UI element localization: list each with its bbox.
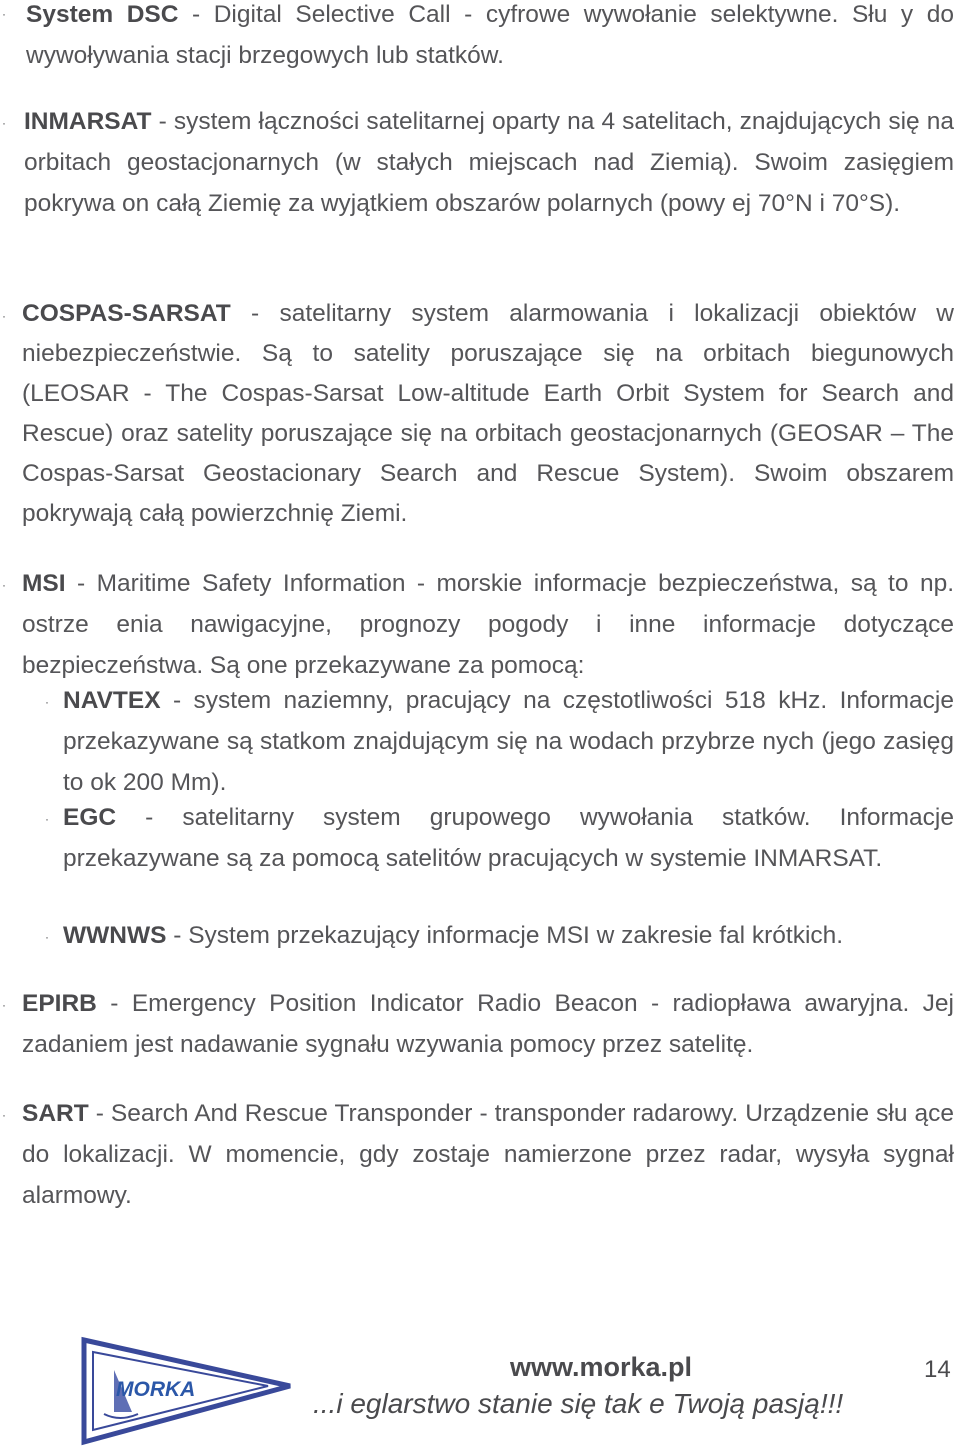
bullet-icon: · [45,930,49,944]
term-egc: EGC [63,804,117,831]
desc-dsc: - Digital Selective Call - cyfrowe wywołanie selektywne. Słu y do wywoływania stacji brzegowych lub statków. [26,1,954,69]
desc-egc: - satelitarny system grupowego wywołania statków. Informacje przekazywane są za pomocą satelitów pracujących w systemie INMARSAT. [63,804,954,872]
desc-sart: - Search And Rescue Transponder - transponder radarowy. Urządzenie słu ące do lokalizacji. W momencie, gdy zostaje namierzone przez radar, wysyła sygnał alarmowy. [22,1100,954,1209]
desc-inmarsat: - system łączności satelitarnej oparty na 4 satelitach, znajdujących się na orbitach geostacjonarnych (w stałych miejscach nad Ziemią). Swoim zasięgiem pokrywa on całą Ziemię za wyjątkiem obszarów polarnych (powy ej 70°N i 70°S). [24,108,954,217]
term-epirb: EPIRB [22,990,97,1017]
term-cospas-sarsat: COSPAS-SARSAT [22,300,231,327]
term-sart: SART [22,1100,89,1127]
website-link[interactable]: www.morka.pl [510,1352,693,1382]
term-msi: MSI [22,570,66,597]
term-navtex: NAVTEX [63,687,161,714]
bullet-icon: · [45,695,49,709]
bullet-icon: · [2,998,6,1012]
term-inmarsat: INMARSAT [24,108,152,135]
term-dsc: System DSC [26,1,179,28]
morka-logo [80,1336,295,1446]
bullet-icon: · [2,578,6,592]
desc-cospas-sarsat: - satelitarny system alarmowania i lokalizacji obiektów w niebezpieczeństwie. Są to satelity poruszające się na orbitach biegunowych (LEOSAR - The Cospas-Sarsat Low-altitude Earth Orbit System for Search and Rescue) oraz satelity poruszające się na orbitach geostacjonarnych (GEOSAR – The Cospas-Sarsat Geostacionary Search and Rescue System). Swoim obszarem pokrywają całą powierzchnię Ziemi. [22,300,954,527]
desc-msi: - Maritime Safety Information - morskie informacje bezpieczeństwa, są to np. ostrze enia nawigacyjne, prognozy pogody i inne informacje dotyczące bezpieczeństwa. Są one przekazywane za pomocą: [22,570,954,679]
desc-epirb: - Emergency Position Indicator Radio Beacon - radiopława awaryjna. Jej zadaniem jest nadawanie sygnału wzywania pomocy przez satelitę. [22,990,954,1058]
bullet-icon: · [2,116,6,130]
desc-wwnws: - System przekazujący informacje MSI w zakresie fal krótkich. [166,922,844,949]
slogan: ...i eglarstwo stanie się tak e Twoją pasją!!! [313,1388,844,1419]
term-wwnws: WWNWS [63,922,167,949]
bullet-icon: · [45,812,49,826]
bullet-icon: · [2,7,6,21]
desc-navtex: - system naziemny, pracujący na częstotliwości 518 kHz. Informacje przekazywane są statkom znajdującym się na wodach przybrze nych (jego zasięg to ok 200 Mm). [63,687,954,796]
logo-text: MORKA [116,1378,196,1401]
bullet-icon: · [2,309,6,323]
page-number: 14 [924,1356,951,1383]
bullet-icon: · [2,1108,6,1122]
